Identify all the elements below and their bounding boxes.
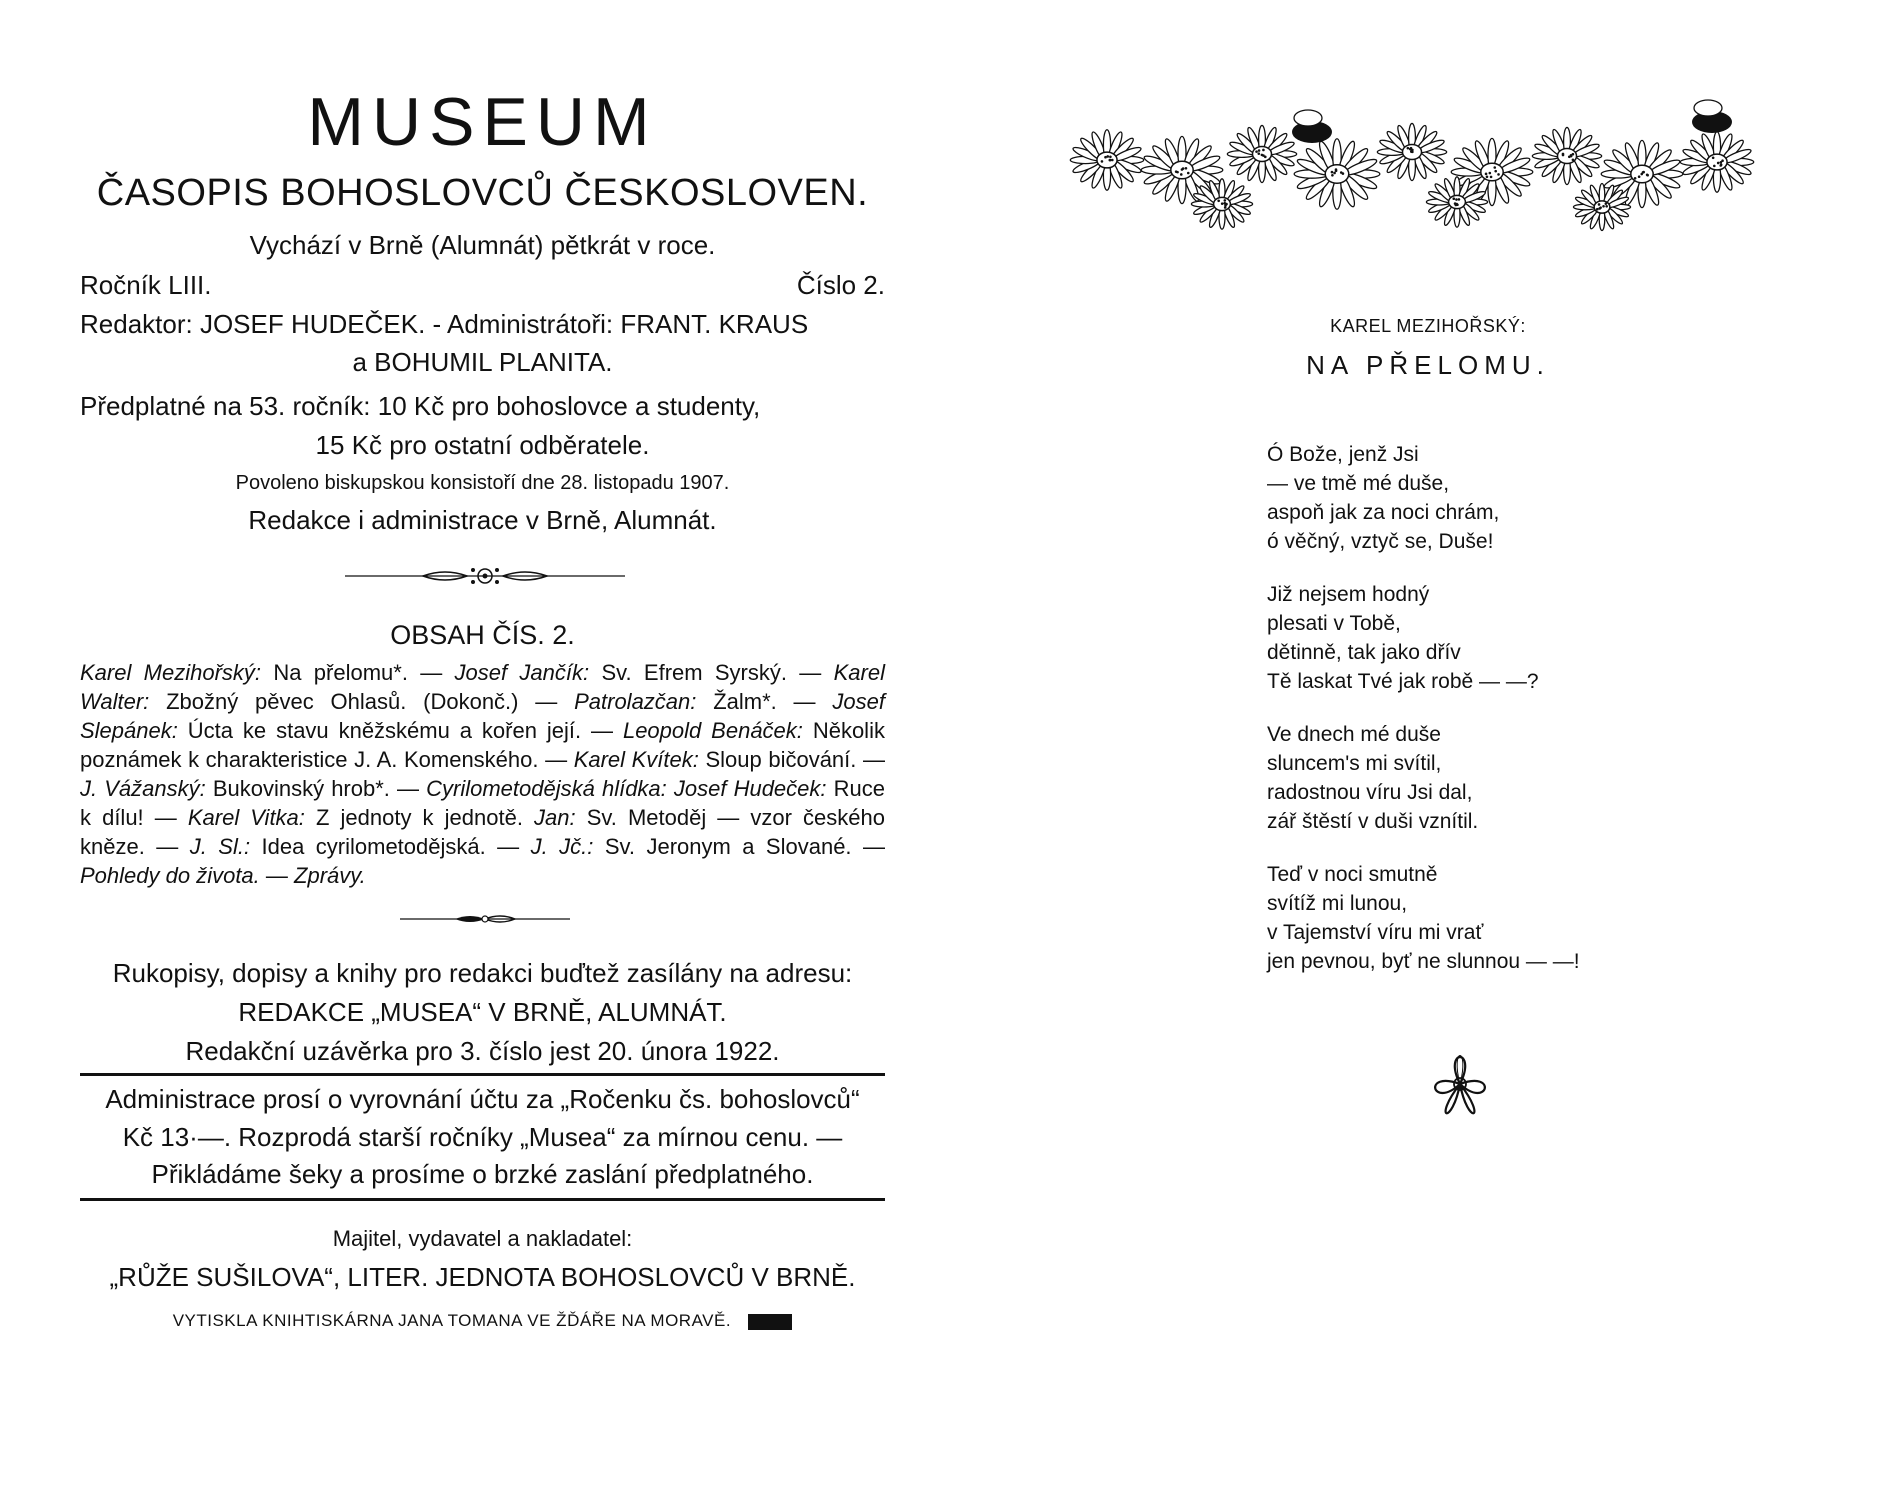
contents-title: Ruce k dílu! — xyxy=(80,776,885,830)
contents-title: — xyxy=(265,863,288,888)
admin-note-line-1: Administrace prosí o vyrovnání účtu za „Ročenku čs. bohoslovců“ xyxy=(105,1084,860,1114)
journal-subtitle: ČASOPIS BOHOSLOVCŮ ČESKOSLOVEN. xyxy=(96,172,869,214)
poem-line: zář štěstí v duši vznítil. xyxy=(1267,810,1479,833)
contents-author: J. Vážanský: xyxy=(80,776,206,801)
contents-title: Z jednoty k jednotě. xyxy=(316,805,523,830)
flower-vignette-icon xyxy=(1412,1040,1508,1128)
poem-author: KAREL MEZIHOŘSKÝ: xyxy=(1330,316,1526,336)
contents-author: Leopold Benáček: xyxy=(622,718,803,743)
poem-line: Ve dnech mé duše xyxy=(1267,723,1441,746)
poem-line: Tě laskat Tvé jak robě — —? xyxy=(1267,670,1539,693)
poem-line: jen pevnou, byť ne slunnou — —! xyxy=(1267,950,1580,973)
editor-line-2: a BOHUMIL PLANITA. xyxy=(352,347,613,377)
contents-author: Karel Kvítek: xyxy=(573,747,699,772)
poem-title: NA PŘELOMU. xyxy=(1306,350,1550,380)
poem-line: dětinně, tak jako dřív xyxy=(1267,641,1461,664)
poem-line: Již nejsem hodný xyxy=(1267,583,1430,606)
poem-stanza-2 xyxy=(1267,580,1539,696)
daisy-flowers-decoration-icon xyxy=(1062,92,1782,252)
contents-author: Karel Vitka: xyxy=(187,805,305,830)
deadline-note: Redakční uzávěrka pro 3. číslo jest 20. února 1922. xyxy=(185,1036,780,1066)
right-page xyxy=(952,0,1904,1500)
redakce-address: REDAKCE „MUSEA“ V BRNĚ, ALUMNÁT. xyxy=(238,997,727,1027)
poem-line: svítíž mi lunou, xyxy=(1267,892,1408,915)
publication-frequency: Vychází v Brně (Alumnát) pětkrát v roce. xyxy=(249,230,716,260)
poem-stanza-3 xyxy=(1267,720,1478,836)
bottom-rule xyxy=(80,1198,885,1201)
printer-mark-icon xyxy=(748,1314,792,1330)
contents-author: Josef Hudeček: xyxy=(673,776,827,801)
volume-issue-row xyxy=(80,268,885,302)
editor-text: Redaktor: JOSEF HUDEČEK. - Administrátoři: FRANT. KRAUS xyxy=(80,309,809,339)
owner-name: „RŮŽE SUŠILOVA“, LITER. JEDNOTA BOHOSLOVCŮ V BRNĚ. xyxy=(109,1262,856,1292)
daisy-icon xyxy=(1426,177,1487,227)
contents-author: Cyrilometodějská hlídka: xyxy=(426,776,667,801)
admin-note-line-2: Kč 13·—. Rozprodá starší ročníky „Musea“ za mírnou cenu. — xyxy=(122,1122,843,1152)
printer-text: VYTISKLA KNIHTISKÁRNA JANA TOMANA VE ŽĎÁŘE NA MORAVĚ. xyxy=(172,1311,732,1330)
subscription-line-2: 15 Kč pro ostatní odběratele. xyxy=(315,430,650,460)
contents-title: Úcta ke stavu kněžskému a kořen její. — xyxy=(187,718,614,743)
daisy-icon xyxy=(1573,183,1630,230)
daisy-icon xyxy=(1227,125,1296,182)
contents-author: Josef Jančík: xyxy=(454,660,590,685)
poem-line: radostnou víru Jsi dal, xyxy=(1267,781,1473,804)
contents-author: Zprávy. xyxy=(294,863,366,888)
volume-number: Ročník LIII. xyxy=(80,270,212,300)
poem-line: aspoň jak za noci chrám, xyxy=(1267,501,1500,524)
poem-line: — ve tmě mé duše, xyxy=(1267,472,1450,495)
poem-line: v Tajemství víru mi vrať xyxy=(1267,921,1484,944)
editorial-address: Redakce i administrace v Brně, Alumnát. xyxy=(248,505,717,535)
poem-stanza-4 xyxy=(1267,860,1580,976)
poem-line: sluncem's mi svítil, xyxy=(1267,752,1442,775)
contents-title: Žalm*. — xyxy=(713,689,816,714)
daisy-icon xyxy=(1070,130,1143,190)
daisy-icon xyxy=(1294,139,1380,210)
poem-line: ó věčný, vztyč se, Duše! xyxy=(1267,530,1494,553)
contents-title: Idea cyrilometodějská. — xyxy=(261,834,520,859)
contents-heading: OBSAH ČÍS. 2. xyxy=(390,620,575,650)
journal-title: MUSEUM xyxy=(307,84,658,160)
poem-line: Teď v noci smutně xyxy=(1267,863,1438,886)
contents-list xyxy=(80,658,885,890)
contents-author: J. Sl.: xyxy=(189,834,251,859)
contents-author: Jan: xyxy=(534,805,576,830)
contents-title: Sv. Jeronym a Slované. — xyxy=(604,834,885,859)
ornament-divider-icon xyxy=(345,565,625,587)
contents-author: Karel Mezihořský: xyxy=(80,660,262,685)
poem-line: plesati v Tobě, xyxy=(1267,612,1401,635)
poem-line: Ó Bože, jenž Jsi xyxy=(1267,443,1419,466)
contents-title: Sloup bičování. — xyxy=(705,747,885,772)
permission-note: Povoleno biskupskou konsistoří dne 28. listopadu 1907. xyxy=(235,472,730,494)
contents-title: Sv. Efrem Syrský. — xyxy=(601,660,822,685)
bee-icon xyxy=(1292,110,1332,143)
contents-title: Bukovinský hrob*. — xyxy=(212,776,420,801)
contents-title: Na přelomu*. — xyxy=(273,660,443,685)
contents-author: Pohledy do života. xyxy=(80,863,260,888)
printer-note xyxy=(80,1304,885,1338)
subscription-line-1: Předplatné na 53. ročník: 10 Kč pro bohoslovce a studenty, xyxy=(80,391,761,421)
owner-label: Majitel, vydavatel a nakladatel: xyxy=(332,1226,633,1251)
daisy-icon xyxy=(1377,123,1446,180)
daisy-icon xyxy=(1191,179,1252,229)
admin-note-line-3: Přikládáme šeky a prosíme o brzké zaslání předplatného. xyxy=(151,1159,814,1189)
contents-author: Josef Slepánek: xyxy=(80,689,885,743)
manuscripts-line: Rukopisy, dopisy a knihy pro redakci buďtež zasílány na adresu: xyxy=(112,958,853,988)
issue-number: Číslo 2. xyxy=(796,270,885,300)
contents-author: Patrolazčan: xyxy=(574,689,697,714)
contents-author: Karel Walter: xyxy=(80,660,885,714)
contents-title: Sv. Metoděj — vzor českého kněze. — xyxy=(80,805,885,859)
contents-author: J. Jč.: xyxy=(530,834,594,859)
top-rule xyxy=(80,1073,885,1076)
editor-line xyxy=(80,307,885,341)
bee-icon xyxy=(1692,100,1732,133)
daisy-icon xyxy=(1680,132,1753,192)
daisy-icon xyxy=(1532,127,1601,184)
contents-title: Zbožný pěvec Ohlasů. (Dokonč.) — xyxy=(166,689,558,714)
contents-title: Několik poznámek k charakteristice J. A. Komenského. — xyxy=(80,718,885,772)
poem-stanza-1 xyxy=(1267,440,1499,556)
small-ornament-icon xyxy=(400,912,570,926)
